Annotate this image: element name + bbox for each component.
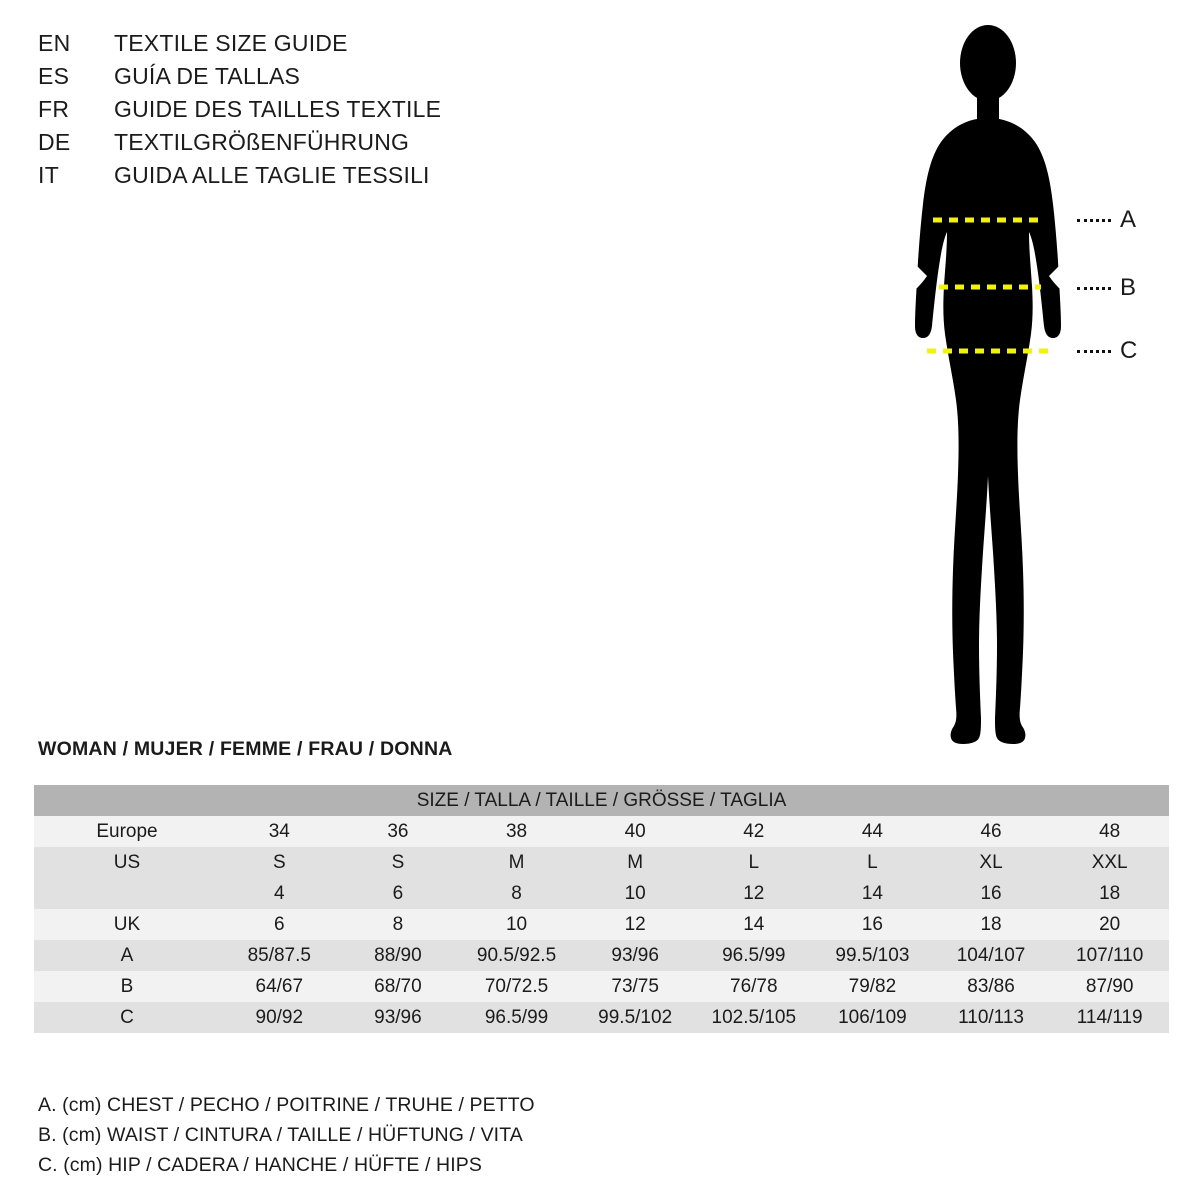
table-cell: L [813,847,932,878]
table-row [34,816,1169,847]
title-text: GUIDA ALLE TAGLIE TESSILI [114,162,430,188]
legend [38,1090,838,1180]
marker-hip [1077,337,1138,364]
table-cell: 12 [694,878,813,909]
title-text: TEXTILGRÖßENFÜHRUNG [114,129,410,155]
table-cell: 14 [813,878,932,909]
table-cell: 90/92 [220,1002,339,1033]
title-lang-code: FR [38,96,70,122]
legend-line-hip: C. (cm) HIP / CADERA / HANCHE / HÜFTE / HIPS [38,1154,482,1176]
table-row [34,909,1169,940]
table-row [34,971,1169,1002]
table-cell: 48 [1050,816,1169,847]
leader-line-icon [1077,219,1111,222]
marker-label: C [1120,337,1138,364]
title-lang-code: DE [38,129,71,155]
table-cell: 99.5/102 [576,1002,695,1033]
table-cell: 64/67 [220,971,339,1002]
size-table-wrap [34,785,1169,1033]
table-cell: 104/107 [932,940,1051,971]
table-cell: 99.5/103 [813,940,932,971]
title-text: TEXTILE SIZE GUIDE [114,30,348,56]
table-cell: 14 [694,909,813,940]
table-row [34,1002,1169,1033]
title-row [38,30,738,63]
row-label: Europe [34,816,220,847]
table-cell: 10 [576,878,695,909]
table-cell: 18 [1050,878,1169,909]
marker-label: B [1120,274,1137,301]
size-table [34,785,1169,1033]
table-header-row [34,785,1169,816]
table-cell: 73/75 [576,971,695,1002]
legend-line-waist: B. (cm) WAIST / CINTURA / TAILLE / HÜFTUNG / VITA [38,1124,523,1146]
section-title: WOMAN / MUJER / FEMME / FRAU / DONNA [38,738,453,760]
table-row [34,878,1169,909]
table-cell: 110/113 [932,1002,1051,1033]
title-row [38,96,738,129]
figure-area [855,18,1175,758]
table-cell: 6 [220,909,339,940]
title-row [38,162,738,195]
legend-line-chest: A. (cm) CHEST / PECHO / POITRINE / TRUHE / PETTO [38,1094,535,1116]
row-label: B [34,971,220,1002]
table-cell: 10 [457,909,576,940]
table-cell: 76/78 [694,971,813,1002]
table-cell: XL [932,847,1051,878]
table-row [34,847,1169,878]
title-lang-code: EN [38,30,71,56]
table-cell: S [339,847,458,878]
table-cell: 70/72.5 [457,971,576,1002]
table-cell: 68/70 [339,971,458,1002]
table-cell: 34 [220,816,339,847]
marker-chest [1077,206,1137,233]
table-cell: 16 [932,878,1051,909]
header-titles [38,30,738,195]
table-cell: 79/82 [813,971,932,1002]
table-cell: 88/90 [339,940,458,971]
female-silhouette-icon [855,18,1175,758]
table-cell: L [694,847,813,878]
row-label: C [34,1002,220,1033]
table-cell: 38 [457,816,576,847]
table-cell: 90.5/92.5 [457,940,576,971]
table-cell: 42 [694,816,813,847]
title-text: GUÍA DE TALLAS [114,63,301,89]
title-row [38,129,738,162]
table-caption: SIZE / TALLA / TAILLE / GRÖSSE / TAGLIA [34,785,1169,816]
table-cell: 96.5/99 [694,940,813,971]
table-cell: 107/110 [1050,940,1169,971]
table-cell: 114/119 [1050,1002,1169,1033]
table-cell: 6 [339,878,458,909]
table-cell: M [457,847,576,878]
table-cell: 4 [220,878,339,909]
table-cell: 36 [339,816,458,847]
row-label: A [34,940,220,971]
table-cell: 16 [813,909,932,940]
table-cell: 20 [1050,909,1169,940]
leader-line-icon [1077,350,1111,353]
marker-waist [1077,274,1137,301]
table-cell: 12 [576,909,695,940]
table-cell: 44 [813,816,932,847]
marker-label: A [1120,206,1137,233]
leader-line-icon [1077,287,1111,290]
table-cell: 93/96 [576,940,695,971]
table-cell: S [220,847,339,878]
table-cell: 18 [932,909,1051,940]
title-text: GUIDE DES TAILLES TEXTILE [114,96,442,122]
title-lang-code: IT [38,162,60,188]
table-cell: 85/87.5 [220,940,339,971]
table-cell: M [576,847,695,878]
row-label [34,878,220,909]
table-cell: 93/96 [339,1002,458,1033]
table-cell: 46 [932,816,1051,847]
table-cell: 83/86 [932,971,1051,1002]
table-cell: 106/109 [813,1002,932,1033]
table-cell: 96.5/99 [457,1002,576,1033]
table-cell: 8 [339,909,458,940]
table-cell: 40 [576,816,695,847]
table-cell: 8 [457,878,576,909]
title-row [38,63,738,96]
row-label: UK [34,909,220,940]
table-cell: 87/90 [1050,971,1169,1002]
table-cell: 102.5/105 [694,1002,813,1033]
table-cell: XXL [1050,847,1169,878]
title-lang-code: ES [38,63,70,89]
row-label: US [34,847,220,878]
table-row [34,940,1169,971]
